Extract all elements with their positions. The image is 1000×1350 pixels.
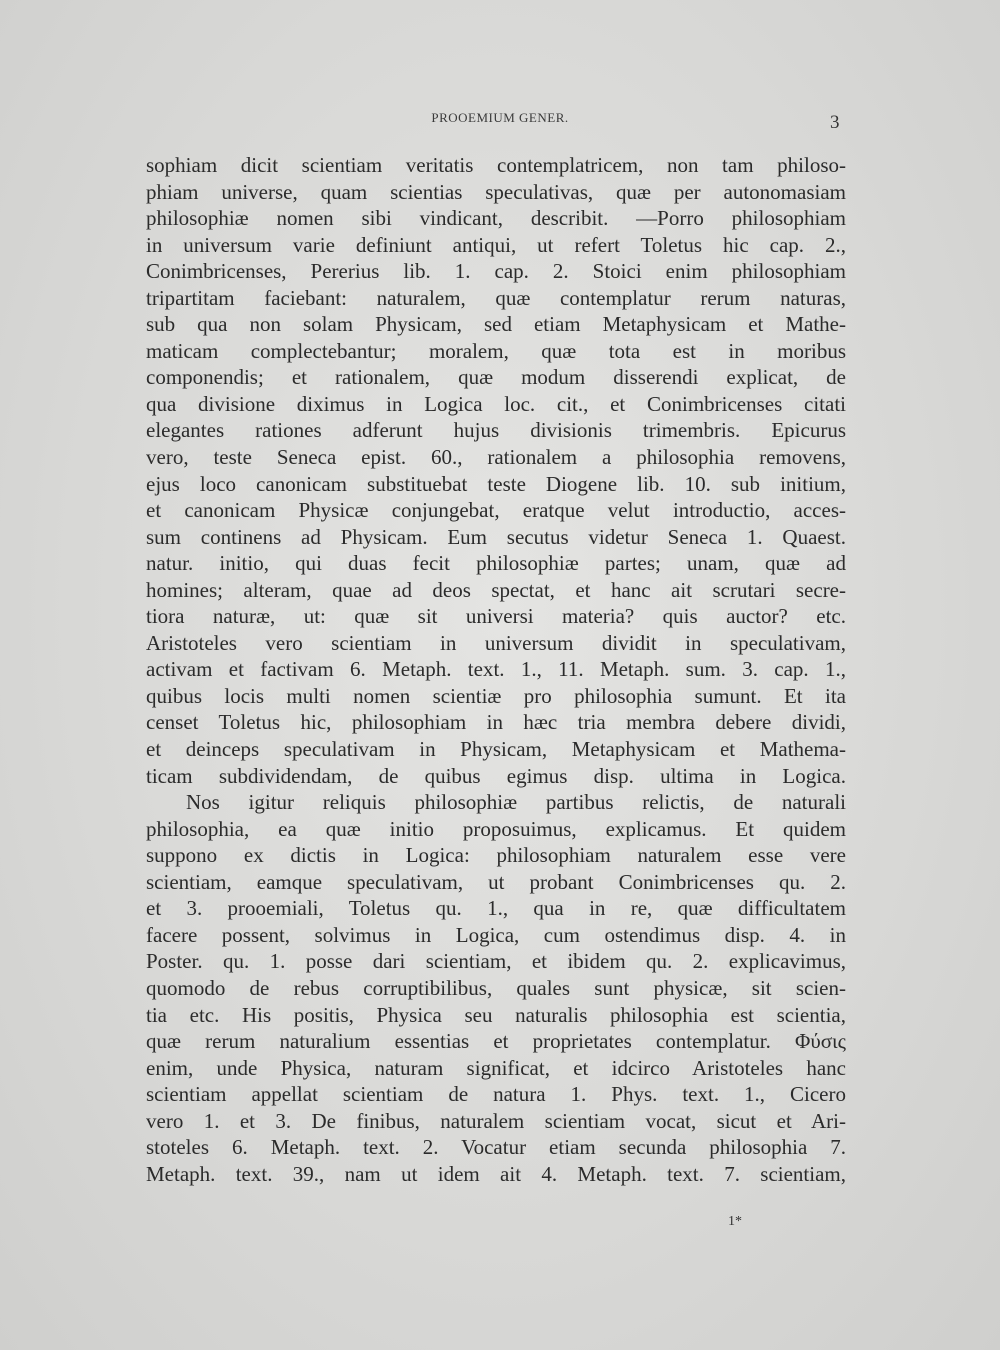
text-line: enim, unde Physica, naturam significat, et idcirco Aristoteles hanc [146,1055,846,1080]
text-line: in universum varie definiunt antiqui, ut refert Toletus hic cap. 2., [146,232,846,257]
text-line: philosophiæ nomen sibi vindicant, describit. —Porro philosophiam [146,206,846,231]
text-line: facere possent, solvimus in Logica, cum ostendimus disp. 4. in [146,922,846,947]
text-line: vero 1. et 3. De finibus, naturalem scientiam vocat, sicut et Ari- [146,1108,846,1133]
text-line: phiam universe, quam scientias speculativas, quæ per autonomasiam [146,179,846,204]
text-line: censet Toletus hic, philosophiam in hæc tria membra debere dividi, [146,710,846,735]
text-line: tia etc. His positis, Physica seu naturalis philosophia est scientia, [146,1002,846,1027]
text-line: Conimbricenses, Pererius lib. 1. cap. 2. Stoici enim philosophiam [146,259,846,284]
text-line: ejus loco canonicam substituebat teste Diogene lib. 10. sub initium, [146,471,846,496]
text-line: sophiam dicit scientiam veritatis contemplatricem, non tam philoso- [146,153,846,177]
text-line: et canonicam Physicæ conjungebat, eratque velut introductio, acces- [146,498,846,523]
text-line: Nos igitur reliquis philosophiæ partibus relictis, de naturali [186,790,846,815]
body-text [146,152,846,1187]
text-line: et deinceps speculativam in Physicam, Metaphysicam et Mathema- [146,737,846,762]
text-line: elegantes rationes adferunt hujus divisionis trimembris. Epicurus [146,418,846,443]
text-line: et 3. prooemiali, Toletus qu. 1., qua in re, quæ difficultatem [146,896,846,921]
text-line: homines; alteram, quae ad deos spectat, et hanc ait scrutari secre- [146,577,846,602]
text-line: quibus locis multi nomen scientiæ pro philosophia sumunt. Et ita [146,683,846,708]
text-line: ticam subdividendam, de quibus egimus disp. ultima in Logica. [146,763,846,788]
text-line: philosophia, ea quæ initio proposuimus, explicamus. Et quidem [146,816,846,841]
text-line: tiora naturæ, ut: quæ sit universi materia? quis auctor? etc. [146,604,846,629]
text-line: scientiam, eamque speculativam, ut probant Conimbricenses qu. 2. [146,869,846,894]
text-line: scientiam appellat scientiam de natura 1. Phys. text. 1., Cicero [146,1082,846,1107]
running-head: PROOEMIUM GENER. [431,110,569,125]
text-line: stoteles 6. Metaph. text. 2. Vocatur etiam secunda philosophia 7. [146,1135,846,1160]
text-line: maticam complectebantur; moralem, quæ tota est in moribus [146,338,846,363]
text-line: quomodo de rebus corruptibilibus, quales sunt physicæ, sit scien- [146,975,846,1000]
text-line: Metaph. text. 39., nam ut idem ait 4. Metaph. text. 7. scientiam, [146,1161,846,1186]
text-line: vero, teste Seneca epist. 60., rationalem a philosophia removens, [146,445,846,470]
text-line: sub qua non solam Physicam, sed etiam Metaphysicam et Mathe- [146,312,846,337]
signature-mark: 1* [728,1214,742,1229]
text-line: quæ rerum naturalium essentias et proprietates contemplatur. Φύσις [146,1029,846,1054]
text-line: Poster. qu. 1. posse dari scientiam, et ibidem qu. 2. explicavimus, [146,949,846,974]
text-line: qua divisione diximus in Logica loc. cit., et Conimbricenses citati [146,391,846,416]
text-line: activam et factivam 6. Metaph. text. 1., 11. Metaph. sum. 3. cap. 1., [146,657,846,682]
text-line: componendis; et rationalem, quæ modum disserendi explicat, de [146,365,846,390]
text-line: tripartitam faciebant: naturalem, quæ contemplatur rerum naturas, [146,285,846,310]
text-line: Aristoteles vero scientiam in universum dividit in speculativam, [146,630,846,655]
text-line: sum continens ad Physicam. Eum secutus videtur Seneca 1. Quaest. [146,524,846,549]
text-line: suppono ex dictis in Logica: philosophiam naturalem esse vere [146,843,846,868]
text-line: natur. initio, qui duas fecit philosophiæ partes; unam, quæ ad [146,551,846,576]
page-number: 3 [830,112,840,133]
